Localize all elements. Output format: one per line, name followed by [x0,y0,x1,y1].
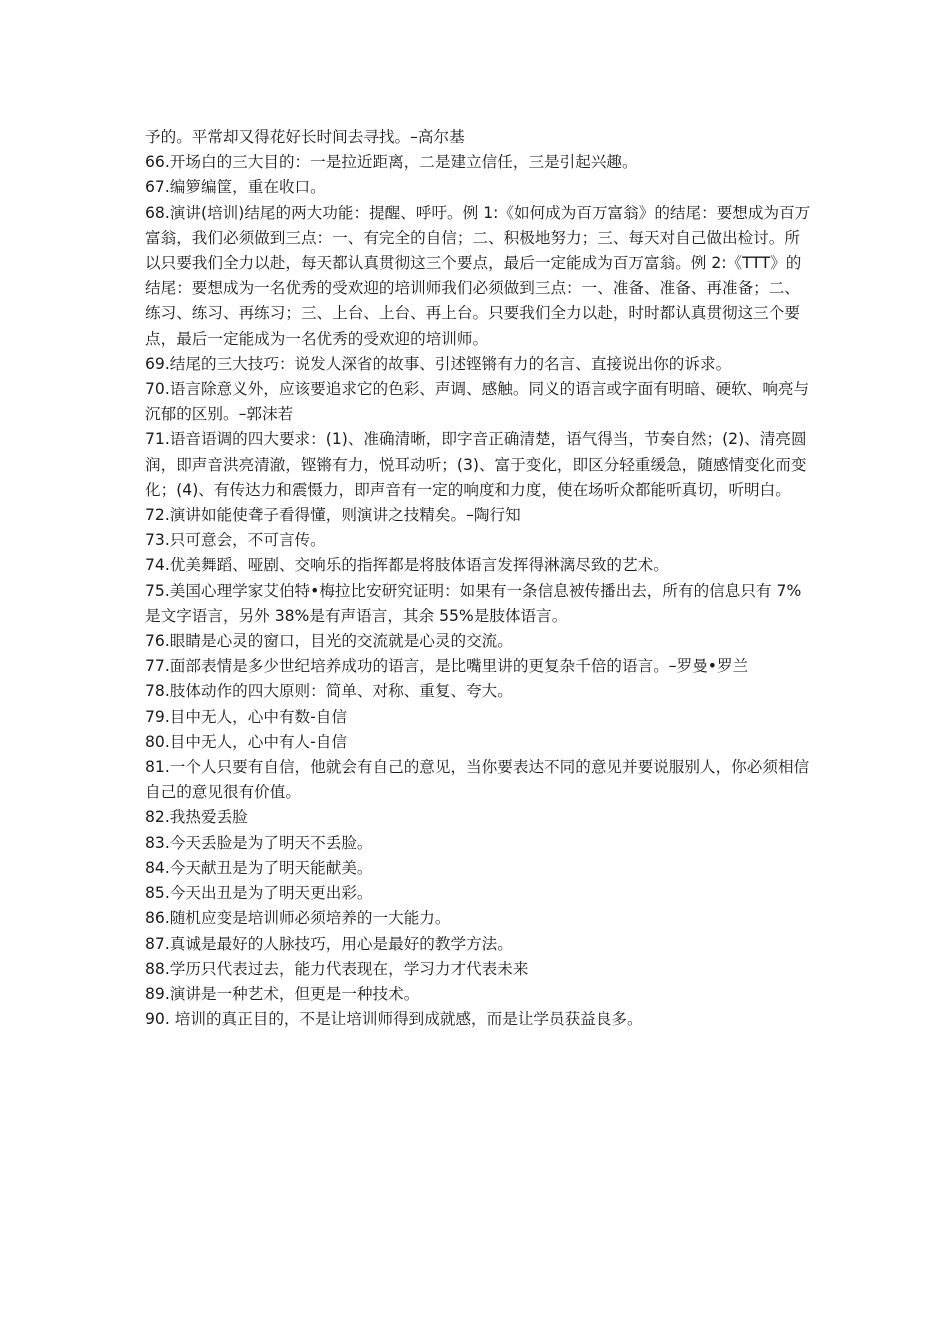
paragraph-86: 86.随机应变是培训师必须培养的一大能力。 [145,909,451,928]
paragraph-74: 74.优美舞蹈、哑剧、交响乐的指挥都是将肢体语言发挥得淋漓尽致的艺术。 [145,556,669,575]
paragraph-75: 75.美国心理学家艾伯特•梅拉比安研究证明：如果有一条信息被传播出去，所有的信息只有 7%是文字语言，另外 38%是有声语言，其余 55%是肢体语言。 [145,581,802,625]
paragraph-continuation: 予的。平常却又得花好长时间去寻找。–高尔基 [145,128,465,146]
document-body [145,125,815,1032]
paragraph-87: 87.真诚是最好的人脉技巧，用心是最好的教学方法。 [145,934,513,953]
paragraph-73: 73.只可意会，不可言传。 [145,531,326,550]
paragraph-89: 89.演讲是一种艺术，但更是一种技术。 [145,984,420,1003]
paragraph-84: 84.今天献丑是为了明天能献美。 [145,858,373,877]
paragraph-88: 88.学历只代表过去，能力代表现在，学习力才代表未来 [145,959,529,978]
paragraph-66: 66.开场白的三大目的：一是拉近距离，二是建立信任，三是引起兴趣。 [145,153,638,172]
paragraph-77: 77.面部表情是多少世纪培养成功的语言，是比嘴里讲的更复杂千倍的语言。–罗曼•罗兰 [145,657,749,676]
paragraph-70: 70.语言除意义外，应该要追求它的色彩、声调、感触。同义的语言或字面有明暗、硬软、响亮与沉郁的区别。–郭沫若 [145,380,810,424]
paragraph-78: 78.肢体动作的四大原则：简单、对称、重复、夸大。 [145,682,513,701]
paragraph-83: 83.今天丢脸是为了明天不丢脸。 [145,833,373,852]
paragraph-71: 71.语音语调的四大要求：(1)、准确清晰，即字音正确清楚，语气得当，节奏自然；(2)、清亮圆润，即声音洪亮清澈，铿锵有力，悦耳动听；(3)、富于变化，即区分轻重缓急，随感情变化而变化；(4)、有传达力和震慑力，即声音有一定的响度和力度，使在场听众都能听真切，听明白。 [145,430,807,499]
paragraph-67: 67.编箩编筐，重在收口。 [145,178,326,197]
paragraph-81: 81.一个人只要有自信，他就会有自己的意见，当你要表达不同的意见并要说服别人，你必须相信自己的意见很有价值。 [145,758,810,802]
paragraph-85: 85.今天出丑是为了明天更出彩。 [145,884,373,903]
paragraph-76: 76.眼睛是心灵的窗口，目光的交流就是心灵的交流。 [145,632,513,651]
paragraph-80: 80.目中无人，心中有人-自信 [145,732,347,751]
paragraph-79: 79.目中无人，心中有数-自信 [145,707,347,726]
paragraph-82: 82.我热爱丢脸 [145,808,248,827]
paragraph-90: 90. 培训的真正目的，不是让培训师得到成就感，而是让学员获益良多。 [145,1010,643,1029]
paragraph-69: 69.结尾的三大技巧：说发人深省的故事、引述铿锵有力的名言、直接说出你的诉求。 [145,354,732,373]
paragraph-72: 72.演讲如能使聋子看得懂，则演讲之技精矣。–陶行知 [145,506,521,525]
paragraph-68: 68.演讲(培训)结尾的两大功能：提醒、呼吁。例 1:《如何成为百万富翁》的结尾：要想成为百万富翁，我们必须做到三点：一、有完全的自信；二、积极地努力；三、每天对自己做出检讨。所以只要我们全力以赴，每天都认真贯彻这三个要点，最后一定能成为百万富翁。例 2:《TTT》的结尾：要想成为一名优秀的受欢迎的培训师我们必须做到三点：一、准备、准备、再准备；二、练习、练习、再练习；三、上台、上台、再上台。只要我们全力以赴，时时都认真贯彻这三个要点，最后一定能成为一名优秀的受欢迎的培训师。 [145,203,811,348]
